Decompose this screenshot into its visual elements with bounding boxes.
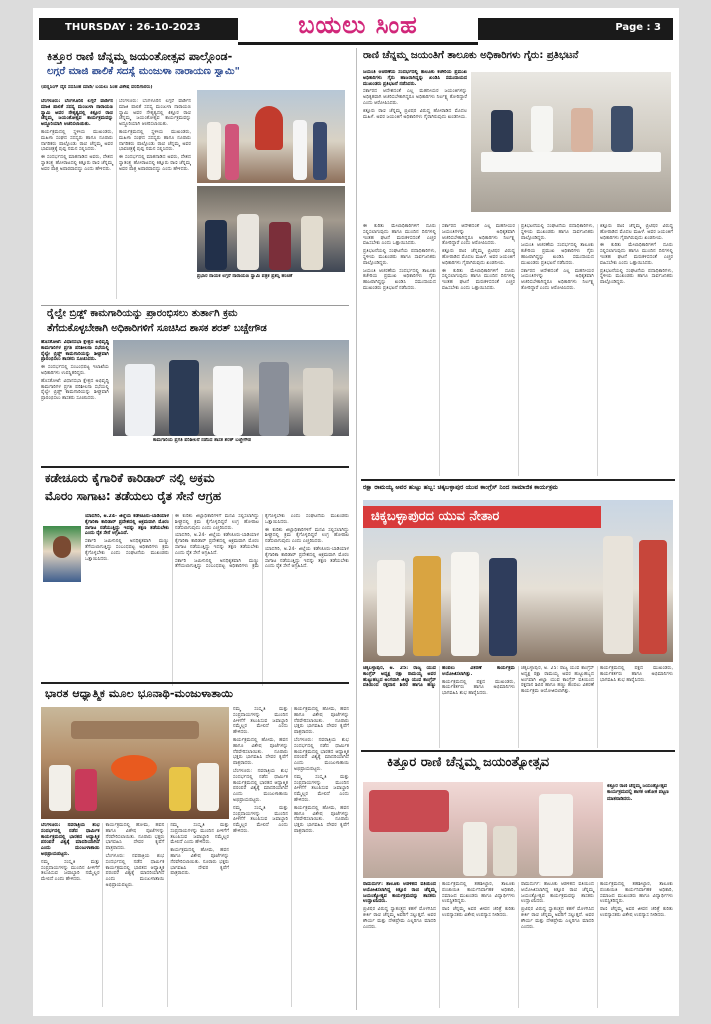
paragraph: ಪ್ರತಿಭಟನೆಯಲ್ಲಿ ಸಂಘಟನೆಯ ಪದಾಧಿಕಾರಿಗಳು, ಸ್ಥಳೀಯ ಮುಖಂಡರು ಹಾಗೂ ಸಾರ್ವಜನಿಕರು ಪಾಲ್ಗೊಂಡಿದ್ದರು. [363,249,436,266]
paragraph: ಕಾರ್ಯಕ್ರಮದಲ್ಲಿ ಪಕ್ಷದ ಮುಖಂಡರು, ಕಾರ್ಯಕರ್ತರು ಹಾಗೂ ಅಭಿಮಾನಿಗಳು ಭಾಗವಹಿಸಿ ಶುಭ ಹಾರೈಸಿದರು. [442,679,515,697]
paragraph: ಬೆಂಗಳೂರು: ನವರಾತ್ರಿಯ ಶುಭ ಸಂದರ್ಭದಲ್ಲಿ ನಡೆದ ಧಾರ್ಮಿಕ ಕಾರ್ಯಕ್ರಮದಲ್ಲಿ ಭಾರತದ ಆಧ್ಯಾತ್ಮಿಕ ಪರಂಪರೆ ವಿಶ್ವಕ್ಕೆ ಮಾದರಿಯಾಗಿದೆ ಎಂದು ಮಂಜುಳಾತಾಯಿ ಅಭಿಪ್ರಾಯಪಟ್ಟರು. [105,853,165,888]
stage-banner [369,790,449,832]
kittur-palike-photo-2 [197,186,345,272]
person [489,558,517,656]
bharata-photo [41,707,229,819]
youth-photo [363,500,673,662]
person [237,214,259,270]
person [463,822,487,876]
paragraph: ಕಾರ್ಯಕ್ರಮದಲ್ಲಿ ಹೋಮ, ಹವನ ಹಾಗೂ ವಿಶೇಷ ಪೂಜೆಗಳನ್ನು ನೆರವೇರಿಸಲಾಯಿತು. ನೂರಾರು ಭಕ್ತರು ಭಾಗವಹಿಸಿ ದೇವರ ಕೃಪೆಗೆ ಪಾತ್ರರಾದರು. [233,737,288,767]
paragraph: ಹೊಸಕೋಟೆ: ವಿಧಾನಸಭಾ ಕ್ಷೇತ್ರದ ಅಭಿವೃದ್ಧಿ ಕಾಮಗಾರಿಗಳ ಪ್ರಗತಿ ಪರಿಶೀಲನಾ ಸಭೆಯಲ್ಲಿ ರೈಲ್ವೇ ಬ್ರಿಡ್ಜ್ ಕಾಮಗಾರಿಯನ್ನು ಶೀಘ್ರವಾಗಿ ಪ್ರಾರಂಭಿಸಲು ಶಾಸಕರು ಸೂಚಿಸಿದರು. [41,340,109,363]
paragraph: ಈ ಕುರಿತು ಜಿಲ್ಲಾಧಿಕಾರಿಗಳಿಗೆ ಮನವಿ ಸಲ್ಲಿಸಲಾಗಿದ್ದು ಶೀಘ್ರದಲ್ಲಿ ಕ್ರಮ ಕೈಗೊಳ್ಳದಿದ್ದರೆ ಉಗ್ರ ಹೋರಾಟ ನಡೆಸಲಾಗುವುದು ಎಂದು ಎಚ್ಚರಿಸಿದರು. [265,527,349,545]
paragraph: ನಮ್ಮ ಸಂಸ್ಕೃತಿ ಮತ್ತು ಸಂಪ್ರದಾಯಗಳನ್ನು ಮುಂದಿನ ಪೀಳಿಗೆಗೆ ತಲುಪಿಸುವ ಜವಾಬ್ದಾರಿ ನಮ್ಮೆಲ್ಲರ ಮೇಲಿದೆ ಎಂದು ಹೇಳಿದರು. [294,774,349,803]
paragraph: ಬೆಂಗಳೂರು: ಬೆಂಗಳೂರಿನ ಲಗ್ಗರೆ ವಾರ್ಡಿನ ಮಾಜಿ ಪಾಲಿಕೆ ಸದಸ್ಯ ಮಂಜುಳಾ ನಾರಾಯಣ ಸ್ವಾಮಿ ಅವರ ನೇತೃತ್ವದಲ್ಲಿ ಕಿತ್ತೂರ ರಾಣಿ ಚೆನ್ನಮ್ಮ ಜಯಂತೋತ್ಸವ ಕಾರ್ಯಕ್ರಮವನ್ನು ಅದ್ದೂರಿಯಾಗಿ ಆಚರಿಸಲಾಯಿತು. [119,99,191,128]
person [75,769,97,811]
back-row [71,721,199,739]
railway-body [41,340,109,462]
paragraph: ರಾಣಿ ಚೆನ್ನಮ್ಮ ಅವರ ಜೀವನ ಚರಿತ್ರೆ ಕುರಿತು ಉಪನ್ಯಾಸಕರು ವಿಶೇಷ ಉಪನ್ಯಾಸ ನೀಡಿದರು. [600,907,673,918]
person [571,108,593,152]
person [531,106,553,152]
paragraph: ರಾಮದುರ್ಗ: ತಾಲೂಕು ಆಡಳಿತದ ವತಿಯಿಂದ ಆಯೋಜಿಸಲಾಗಿದ್ದ ಕಿತ್ತೂರ ರಾಣಿ ಚೆನ್ನಮ್ಮ ಜಯಂತ್ಯೋತ್ಸವ ಕಾರ್ಯಕ್ರಮವನ್ನು ಶಾಸಕರು ಉದ್ಘಾಟಿಸಿದರು. [521,882,594,905]
railway-caption: ಕಾಮಗಾರಿಯ ಪ್ರಗತಿ ಪರಿಶೀಲನೆ ನಡೆಸಿದ ಶಾಸಕ ಶರತ್ ಬಚ್ಚೇಗೌಡ [153,438,251,443]
corridor-body [85,514,349,686]
taluk-body [363,224,673,476]
paragraph: ಬ್ರಿಟಿಷರ ವಿರುದ್ಧ ಸ್ವಾತಂತ್ರ್ಯದ ಕಹಳೆ ಮೊಳಗಿಸಿದ ಕೀರ್ತಿ ರಾಣಿ ಚೆನ್ನಮ್ಮ ಅವರಿಗೆ ಸಲ್ಲುತ್ತದೆ. ಅವರ ಶೌರ್ಯ ಮತ್ತು ದೇಶಪ್ರೇಮ ಎಲ್ಲರಿಗೂ ಮಾದರಿ ಎಂದರು. [363,907,436,930]
bharata-body [41,823,229,1007]
paragraph: ಬೆಂಗಳೂರು: ನವರಾತ್ರಿಯ ಶುಭ ಸಂದರ್ಭದಲ್ಲಿ ನಡೆದ ಧಾರ್ಮಿಕ ಕಾರ್ಯಕ್ರಮದಲ್ಲಿ ಭಾರತದ ಆಧ್ಯಾತ್ಮಿಕ ಪರಂಪರೆ ವಿಶ್ವಕ್ಕೆ ಮಾದರಿಯಾಗಿದೆ ಎಂದು ಮಂಜುಳಾತಾಯಿ ಅಭಿಪ್ರಾಯಪಟ್ಟರು. [233,768,288,803]
person [259,362,289,436]
divider [361,750,675,752]
paragraph: ಸರ್ಕಾರದ ಆದೇಶದಂತೆ ಎಲ್ಲ ಮಹನೀಯರ ಜಯಂತಿಗಳನ್ನು ಅಧಿಕೃತವಾಗಿ ಆಚರಿಸಬೇಕಾಗಿದ್ದರೂ ಅಧಿಕಾರಿಗಳು ನಿರ್ಲಕ್ಷ್ಯ ತೋರಿದ್ದಾರೆ ಎಂದು ಆರೋಪಿಸಿದರು. [521,268,594,291]
paragraph: ಕಾರ್ಯಕ್ರಮದಲ್ಲಿ ಪಕ್ಷದ ಮುಖಂಡರು, ಕಾರ್ಯಕರ್ತರು ಹಾಗೂ ಅಭಿಮಾನಿಗಳು ಭಾಗವಹಿಸಿ ಶುಭ ಹಾರೈಸಿದರು. [600,666,673,683]
paragraph: ಬೆಂಗಳೂರು: ನವರಾತ್ರಿಯ ಶುಭ ಸಂದರ್ಭದಲ್ಲಿ ನಡೆದ ಧಾರ್ಮಿಕ ಕಾರ್ಯಕ್ರಮದಲ್ಲಿ ಭಾರತದ ಆಧ್ಯಾತ್ಮಿಕ ಪರಂಪರೆ ವಿಶ್ವಕ್ಕೆ ಮಾದರಿಯಾಗಿದೆ ಎಂದು ಮಂಜುಳಾತಾಯಿ ಅಭಿಪ್ರಾಯಪಟ್ಟರು. [41,823,100,857]
person [213,366,243,436]
paragraph: ಈ ಕುರಿತು ಜಿಲ್ಲಾಧಿಕಾರಿಗಳಿಗೆ ಮನವಿ ಸಲ್ಲಿಸಲಾಗಿದ್ದು ಶೀಘ್ರದಲ್ಲಿ ಕ್ರಮ ಕೈಗೊಳ್ಳದಿದ್ದರೆ ಉಗ್ರ ಹೋರಾಟ ನಡೆಸಲಾಗುವುದು ಎಂದು ಎಚ್ಚರಿಸಿದರು. [175,514,259,531]
paragraph: ಯಾದಗಿರಿ, ಅ.24- ಜಿಲ್ಲೆಯ ಕಡೇಚೂರು-ಬಾಡಿಯಾಳ ಕೈಗಾರಿಕಾ ಕಾರಿಡಾರ್ ಪ್ರದೇಶದಲ್ಲಿ ಅಕ್ರಮವಾಗಿ ಮೊರಂ ಸಾಗಾಟ ನಡೆಯುತ್ತಿದ್ದು ಇದನ್ನು ತಕ್ಷಣ ತಡೆಯಬೇಕು ಎಂದು ರೈತ ಸೇನೆ ಆಗ್ರಹಿಸಿದೆ. [85,514,169,537]
corridor-headline-2: ಮೊರಂ ಸಾಗಾಟ: ತಡೆಯಲು ರೈತ ಸೇನೆ ಆಗ್ರಹ [45,489,222,503]
person [313,122,327,180]
divider [41,305,349,306]
person [413,556,441,656]
paragraph: ಕಿತ್ತೂರು ರಾಣಿ ಚೆನ್ನಮ್ಮ ಬ್ರಿಟಿಷರ ವಿರುದ್ಧ ಹೋರಾಡಿದ ಮೊದಲ ಮಹಿಳೆ. ಅವರ ಜಯಂತಿಗೆ ಅಧಿಕಾರಿಗಳು ಗೈರಾಗಿರುವುದು ಖಂಡನೀಯ. [363,108,467,120]
youth-body [363,666,673,748]
paragraph: ಈ ಕುರಿತು ಮೇಲಾಧಿಕಾರಿಗಳಿಗೆ ದೂರು ಸಲ್ಲಿಸಲಾಗುವುದು ಹಾಗೂ ಮುಂದಿನ ದಿನಗಳಲ್ಲಿ ಇಂತಹ ಘಟನೆ ಮರುಕಳಿಸದಂತೆ ಎಚ್ಚರ ವಹಿಸಬೇಕು ಎಂದು ಒತ್ತಾಯಿಸಿದರು. [600,243,673,266]
paragraph: ಸರ್ಕಾರಿ ಜಮೀನಿನಲ್ಲಿ ಅನಧಿಕೃತವಾಗಿ ಮಣ್ಣು ತೆಗೆಯಲಾಗುತ್ತಿದ್ದು ಸಂಬಂಧಪಟ್ಟ ಅಧಿಕಾರಿಗಳು ಕ್ರಮ ಕೈಗೊಳ್ಳಬೇಕು ಎಂದು ಸಂಘಟನೆಯ ಮುಖಂಡರು ಒತ್ತಾಯಿಸಿದರು. [175,514,349,570]
paragraph: ಸರ್ಕಾರಿ ಜಮೀನಿನಲ್ಲಿ ಅನಧಿಕೃತವಾಗಿ ಮಣ್ಣು ತೆಗೆಯಲಾಗುತ್ತಿದ್ದು ಸಂಬಂಧಪಟ್ಟ ಅಧಿಕಾರಿಗಳು ಕ್ರಮ ಕೈಗೊಳ್ಳಬೇಕು ಎಂದು ಸಂಘಟನೆಯ ಮುಖಂಡರು ಒತ್ತಾಯಿಸಿದರು. [85,539,169,562]
paragraph: ಕಿತ್ತೂರು ರಾಣಿ ಚೆನ್ನಮ್ಮ ಬ್ರಿಟಿಷರ ವಿರುದ್ಧ ಹೋರಾಡಿದ ಮೊದಲ ಮಹಿಳೆ. ಅವರ ಜಯಂತಿಗೆ ಅಧಿಕಾರಿಗಳು ಗೈರಾಗಿರುವುದು ಖಂಡನೀಯ. [600,224,673,241]
kittur-palike-byline: (ಪಬ್ಲಿಸಿಂಗ್ ದೈನ ಸದಸಿಂಹ ಮಾಡಿ/ ಬಯಲು ಸಿಂಹ ವಿಶೇಷ ವರದಿಗಾರರು) [41,85,153,90]
paragraph: ಜಯಂತಿ ಆಚರಣೆಯ ಸಂದರ್ಭದಲ್ಲಿ ತಾಲೂಕು ಕಚೇರಿಯ ಪ್ರಮುಖ ಅಧಿಕಾರಿಗಳು ಗೈರು ಹಾಜರಾಗಿದ್ದನ್ನು ಖಂಡಿಸಿ ಸಮುದಾಯದ ಮುಖಂಡರು ಪ್ರತಿಭಟನೆ ನಡೆಸಿದರು. [521,243,594,266]
paragraph: ಕಾರ್ಯಕ್ರಮದಲ್ಲಿ ಸ್ಥಳೀಯ ಮುಖಂಡರು, ಮಹಿಳಾ ಸಂಘದ ಸದಸ್ಯರು ಹಾಗೂ ನೂರಾರು ನಾಗರಿಕರು ಪಾಲ್ಗೊಂಡು ರಾಣಿ ಚೆನ್ನಮ್ಮ ಅವರ ಭಾವಚಿತ್ರಕ್ಕೆ ಪುಷ್ಪ ನಮನ ಸಲ್ಲಿಸಿದರು. [119,129,191,153]
person [197,763,219,811]
column-divider [356,48,357,1010]
railway-headline-1: ರೈಲ್ವೇ ಬ್ರಿಡ್ಜ್ ಕಾಮಗಾರಿಯನ್ನು ಪ್ರಾರಂಭಿಸಲು ತುರ್ತಾಗಿ ಕ್ರಮ [47,308,238,319]
youth-headline: ರಕ್ಷಾ ರಾಮಯ್ಯ ಅವರ ಹುಟ್ಟು ಹಬ್ಬ: ಚಿಕ್ಕಬಳ್ಳಾಪುರ ಯುವ ಕಾಂಗ್ರೆಸ್ ನಿಂದ ಸಾಮಾಜಿಕ ಕಾರ್ಯಕ್ರಮ [363,484,559,491]
divider [41,466,349,468]
paragraph: ಹೊಸಕೋಟೆ: ವಿಧಾನಸಭಾ ಕ್ಷೇತ್ರದ ಅಭಿವೃದ್ಧಿ ಕಾಮಗಾರಿಗಳ ಪ್ರಗತಿ ಪರಿಶೀಲನಾ ಸಭೆಯಲ್ಲಿ ರೈಲ್ವೇ ಬ್ರಿಡ್ಜ್ ಕಾಮಗಾರಿಯನ್ನು ಶೀಘ್ರವಾಗಿ ಪ್ರಾರಂಭಿಸಲು ಶಾಸಕರು ಸೂಚಿಸಿದರು. [41,378,109,402]
paragraph: ಕಾರ್ಯಕ್ರಮದಲ್ಲಿ ತಹಶೀಲ್ದಾರ, ತಾಲೂಕು ಪಂಚಾಯಿತಿ ಕಾರ್ಯನಿರ್ವಾಹಕ ಅಧಿಕಾರಿ, ಸಮಾಜದ ಮುಖಂಡರು ಹಾಗೂ ವಿದ್ಯಾರ್ಥಿಗಳು ಉಪಸ್ಥಿತರಿದ್ದರು. [442,882,515,905]
paragraph: ಬೆಂಗಳೂರು: ಬೆಂಗಳೂರಿನ ಲಗ್ಗರೆ ವಾರ್ಡಿನ ಮಾಜಿ ಪಾಲಿಕೆ ಸದಸ್ಯ ಮಂಜುಳಾ ನಾರಾಯಣ ಸ್ವಾಮಿ ಅವರ ನೇತೃತ್ವದಲ್ಲಿ ಕಿತ್ತೂರ ರಾಣಿ ಚೆನ್ನಮ್ಮ ಜಯಂತೋತ್ಸವ ಕಾರ್ಯಕ್ರಮವನ್ನು ಅದ್ದೂರಿಯಾಗಿ ಆಚರಿಸಲಾಯಿತು. [41,99,113,128]
jayantotsava-body [363,882,673,1008]
paragraph: ಯಾದಗಿರಿ, ಅ.24- ಜಿಲ್ಲೆಯ ಕಡೇಚೂರು-ಬಾಡಿಯಾಳ ಕೈಗಾರಿಕಾ ಕಾರಿಡಾರ್ ಪ್ರದೇಶದಲ್ಲಿ ಅಕ್ರಮವಾಗಿ ಮೊರಂ ಸಾಗಾಟ ನಡೆಯುತ್ತಿದ್ದು ಇದನ್ನು ತಕ್ಷಣ ತಡೆಯಬೇಕು ಎಂದು ರೈತ ಸೇನೆ ಆಗ್ರಹಿಸಿದೆ. [265,546,349,570]
paragraph: ನಮ್ಮ ಸಂಸ್ಕೃತಿ ಮತ್ತು ಸಂಪ್ರದಾಯಗಳನ್ನು ಮುಂದಿನ ಪೀಳಿಗೆಗೆ ತಲುಪಿಸುವ ಜವಾಬ್ದಾರಿ ನಮ್ಮೆಲ್ಲರ ಮೇಲಿದೆ ಎಂದು ಹೇಳಿದರು. [233,805,288,834]
paragraph: ಈ ಸಂದರ್ಭದಲ್ಲಿ ಮಾತನಾಡಿದ ಅವರು, ದೇಶದ ಸ್ವಾತಂತ್ರ್ಯ ಹೋರಾಟದಲ್ಲಿ ಕಿತ್ತೂರು ರಾಣಿ ಚೆನ್ನಮ್ಮ ಅವರ ಪಾತ್ರ ಅಪಾರವಾದದ್ದು ಎಂದು ಹೇಳಿದರು. [41,155,113,172]
paragraph: ಈ ಸಂದರ್ಭದಲ್ಲಿ ಸಂಬಂಧಪಟ್ಟ ಇಲಾಖೆಯ ಅಧಿಕಾರಿಗಳು ಉಪಸ್ಥಿತರಿದ್ದರು. [41,365,109,376]
paragraph: ಈ ಕುರಿತು ಮೇಲಾಧಿಕಾರಿಗಳಿಗೆ ದೂರು ಸಲ್ಲಿಸಲಾಗುವುದು ಹಾಗೂ ಮುಂದಿನ ದಿನಗಳಲ್ಲಿ ಇಂತಹ ಘಟನೆ ಮರುಕಳಿಸದಂತೆ ಎಚ್ಚರ ವಹಿಸಬೇಕು ಎಂದು ಒತ್ತಾಯಿಸಿದರು. [363,224,436,247]
paragraph: ಜಯಂತಿ ಆಚರಣೆಯ ಸಂದರ್ಭದಲ್ಲಿ ತಾಲೂಕು ಕಚೇರಿಯ ಪ್ರಮುಖ ಅಧಿಕಾರಿಗಳು ಗೈರು ಹಾಜರಾಗಿದ್ದನ್ನು ಖಂಡಿಸಿ ಸಮುದಾಯದ ಮುಖಂಡರು ಪ್ರತಿಭಟನೆ ನಡೆಸಿದರು. [363,70,467,87]
corridor-portrait [43,526,81,582]
person [603,536,633,654]
taluk-photo [471,72,671,212]
divider [361,479,675,481]
railway-photo [113,340,349,436]
table [481,152,661,172]
kittur-palike-body [41,99,191,299]
person [611,106,633,152]
person [451,552,479,656]
divider [41,682,349,684]
paragraph: ನಮ್ಮ ಸಂಸ್ಕೃತಿ ಮತ್ತು ಸಂಪ್ರದಾಯಗಳನ್ನು ಮುಂದಿನ ಪೀಳಿಗೆಗೆ ತಲುಪಿಸುವ ಜವಾಬ್ದಾರಿ ನಮ್ಮೆಲ್ಲರ ಮೇಲಿದೆ ಎಂದು ಹೇಳಿದರು. [233,707,288,736]
paragraph: ಚಿಕ್ಕಬಳ್ಳಾಪುರ, ಅ. 25: ರಾಜ್ಯ ಯುವ ಕಾಂಗ್ರೆಸ್ ಅಧ್ಯಕ್ಷ ರಕ್ಷಾ ರಾಮಯ್ಯ ಅವರ ಹುಟ್ಟುಹಬ್ಬದ ಅಂಗವಾಗಿ ಜಿಲ್ಲಾ ಯುವ ಕಾಂಗ್ರೆಸ್ ವತಿಯಿಂದ ರಕ್ತದಾನ ಶಿಬಿರ ಹಾಗೂ ಹಣ್ಣು ಹಂಪಲು ವಿತರಣೆ ಕಾರ್ಯಕ್ರಮ ಆಯೋಜಿಸಲಾಗಿತ್ತು. [363,666,515,689]
paragraph: ಕಾರ್ಯಕ್ರಮದಲ್ಲಿ ಸ್ಥಳೀಯ ಮುಖಂಡರು, ಮಹಿಳಾ ಸಂಘದ ಸದಸ್ಯರು ಹಾಗೂ ನೂರಾರು ನಾಗರಿಕರು ಪಾಲ್ಗೊಂಡು ರಾಣಿ ಚೆನ್ನಮ್ಮ ಅವರ ಭಾವಚಿತ್ರಕ್ಕೆ ಪುಷ್ಪ ನಮನ ಸಲ್ಲಿಸಿದರು. [41,129,113,153]
person [169,360,199,436]
person [639,540,667,654]
paragraph: ಕಾರ್ಯಕ್ರಮದಲ್ಲಿ ಹೋಮ, ಹವನ ಹಾಗೂ ವಿಶೇಷ ಪೂಜೆಗಳನ್ನು ನೆರವೇರಿಸಲಾಯಿತು. ನೂರಾರು ಭಕ್ತರು ಭಾಗವಹಿಸಿ ದೇವರ ಕೃಪೆಗೆ ಪಾತ್ರರಾದರು. [105,823,165,852]
paragraph: ಯಾದಗಿರಿ, ಅ.24- ಜಿಲ್ಲೆಯ ಕಡೇಚೂರು-ಬಾಡಿಯಾಳ ಕೈಗಾರಿಕಾ ಕಾರಿಡಾರ್ ಪ್ರದೇಶದಲ್ಲಿ ಅಕ್ರಮವಾಗಿ ಮೊರಂ ಸಾಗಾಟ ನಡೆಯುತ್ತಿದ್ದು ಇದನ್ನು ತಕ್ಷಣ ತಡೆಯಬೇಕು ಎಂದು ರೈತ ಸೇನೆ ಆಗ್ರಹಿಸಿದೆ. [175,533,259,556]
person [205,220,227,270]
jayantotsava-photo [363,782,603,878]
masthead: ಬಯಲು ಸಿಂಹ [238,8,478,45]
fire-pit [111,755,157,781]
paragraph: ರಾಣಿ ಚೆನ್ನಮ್ಮ ಅವರ ಜೀವನ ಚರಿತ್ರೆ ಕುರಿತು ಉಪನ್ಯಾಸಕರು ವಿಶೇಷ ಉಪನ್ಯಾಸ ನೀಡಿದರು. [442,907,515,918]
paragraph: ಬ್ರಿಟಿಷರ ವಿರುದ್ಧ ಸ್ವಾತಂತ್ರ್ಯದ ಕಹಳೆ ಮೊಳಗಿಸಿದ ಕೀರ್ತಿ ರಾಣಿ ಚೆನ್ನಮ್ಮ ಅವರಿಗೆ ಸಲ್ಲುತ್ತದೆ. ಅವರ ಶೌರ್ಯ ಮತ್ತು ದೇಶಪ್ರೇಮ ಎಲ್ಲರಿಗೂ ಮಾದರಿ ಎಂದರು. [521,907,594,930]
paragraph: ಪ್ರತಿಭಟನೆಯಲ್ಲಿ ಸಂಘಟನೆಯ ಪದಾಧಿಕಾರಿಗಳು, ಸ್ಥಳೀಯ ಮುಖಂಡರು ಹಾಗೂ ಸಾರ್ವಜನಿಕರು ಪಾಲ್ಗೊಂಡಿದ್ದರು. [521,224,594,241]
jayantotsava-caption: ಕಿತ್ತೂರ ರಾಣಿ ಚೆನ್ನಮ್ಮ ಜಯಂತ್ಯೋತ್ಸವ ಕಾರ್ಯಕ್ರಮದಲ್ಲಿ ಶಾಸಕ ಅಶೋಕ ಪಟ್ಟಣ ಮಾತನಾಡಿದರು. [607,784,669,802]
person [125,364,155,436]
corridor-headline-1: ಕಡೇಚೂರು ಕೈಗಾರಿಕೆ ಕಾರಿಡಾರ್ ನಲ್ಲಿ ಅಕ್ರಮ [45,471,215,485]
person [225,124,239,180]
person [491,110,513,152]
paragraph: ಕಾರ್ಯಕ್ರಮದಲ್ಲಿ ಹೋಮ, ಹವನ ಹಾಗೂ ವಿಶೇಷ ಪೂಜೆಗಳನ್ನು ನೆರವೇರಿಸಲಾಯಿತು. ನೂರಾರು ಭಕ್ತರು ಭಾಗವಹಿಸಿ ದೇವರ ಕೃಪೆಗೆ ಪಾತ್ರರಾದರು. [170,848,229,877]
paragraph: ರಾಮದುರ್ಗ: ತಾಲೂಕು ಆಡಳಿತದ ವತಿಯಿಂದ ಆಯೋಜಿಸಲಾಗಿದ್ದ ಕಿತ್ತೂರ ರಾಣಿ ಚೆನ್ನಮ್ಮ ಜಯಂತ್ಯೋತ್ಸವ ಕಾರ್ಯಕ್ರಮವನ್ನು ಶಾಸಕರು ಉದ್ಘಾಟಿಸಿದರು. [363,882,436,905]
person [493,826,517,876]
paragraph: ಜಯಂತಿ ಆಚರಣೆಯ ಸಂದರ್ಭದಲ್ಲಿ ತಾಲೂಕು ಕಚೇರಿಯ ಪ್ರಮುಖ ಅಧಿಕಾರಿಗಳು ಗೈರು ಹಾಜರಾಗಿದ್ದನ್ನು ಖಂಡಿಸಿ ಸಮುದಾಯದ ಮುಖಂಡರು ಪ್ರತಿಭಟನೆ ನಡೆಸಿದರು. [363,268,436,291]
statue-garland [255,106,283,150]
paragraph: ಪ್ರತಿಭಟನೆಯಲ್ಲಿ ಸಂಘಟನೆಯ ಪದಾಧಿಕಾರಿಗಳು, ಸ್ಥಳೀಯ ಮುಖಂಡರು ಹಾಗೂ ಸಾರ್ವಜನಿಕರು ಪಾಲ್ಗೊಂಡಿದ್ದರು. [600,268,673,286]
person [303,368,333,436]
kittur-palike-photo-1 [197,90,345,183]
kittur-palike-caption: ಪ್ರಭಾರ ನಾಯಕ ಲಗ್ಗರೆ ನಾರಾಯಣ ಸ್ವಾಮಿ ಪತ್ರಕ ಪ್ರಶಸ್ತಿ ಹಂಚಿಕೆ [197,274,293,279]
paragraph: ಸರ್ಕಾರದ ಆದೇಶದಂತೆ ಎಲ್ಲ ಮಹನೀಯರ ಜಯಂತಿಗಳನ್ನು ಅಧಿಕೃತವಾಗಿ ಆಚರಿಸಬೇಕಾಗಿದ್ದರೂ ಅಧಿಕಾರಿಗಳು ನಿರ್ಲಕ್ಷ್ಯ ತೋರಿದ್ದಾರೆ ಎಂದು ಆರೋಪಿಸಿದರು. [442,224,515,247]
person [207,122,221,180]
person [301,216,323,270]
newspaper-page [33,8,679,1016]
face [53,536,71,558]
kittur-palike-headline-2: ಲಗ್ಗರೆ ಮಾಜಿ ಪಾಲಿಕೆ ಸದಸ್ಯೆ ಮಂಜುಳಾ ನಾರಾಯಣ ಸ್ವಾಮಿ" [47,66,240,77]
jayantotsava-headline: ಕಿತ್ತೂರ ರಾಣಿ ಚೆನ್ನಮ್ಮ ಜಯಂತ್ಯೋತ್ಸವ [387,755,550,770]
person [293,120,307,180]
speaker [539,794,573,876]
kittur-palike-headline-1: ಕಿತ್ತೂರ ರಾಣಿ ಚೆನ್ನಮ್ಮ ಜಯಂತೋತ್ಸವ ಪಾಲ್ಗೊಂಡ- [47,50,233,63]
bharata-body-right [233,707,349,1007]
taluk-body-top [363,70,467,220]
paragraph: ನಮ್ಮ ಸಂಸ್ಕೃತಿ ಮತ್ತು ಸಂಪ್ರದಾಯಗಳನ್ನು ಮುಂದಿನ ಪೀಳಿಗೆಗೆ ತಲುಪಿಸುವ ಜವಾಬ್ದಾರಿ ನಮ್ಮೆಲ್ಲರ ಮೇಲಿದೆ ಎಂದು ಹೇಳಿದರು. [170,823,229,846]
paragraph: ಕಾರ್ಯಕ್ರಮದಲ್ಲಿ ತಹಶೀಲ್ದಾರ, ತಾಲೂಕು ಪಂಚಾಯಿತಿ ಕಾರ್ಯನಿರ್ವಾಹಕ ಅಧಿಕಾರಿ, ಸಮಾಜದ ಮುಖಂಡರು ಹಾಗೂ ವಿದ್ಯಾರ್ಥಿಗಳು ಉಪಸ್ಥಿತರಿದ್ದರು. [600,882,673,905]
paragraph: ಕಾರ್ಯಕ್ರಮದಲ್ಲಿ ಹೋಮ, ಹವನ ಹಾಗೂ ವಿಶೇಷ ಪೂಜೆಗಳನ್ನು ನೆರವೇರಿಸಲಾಯಿತು. ನೂರಾರು ಭಕ್ತರು ಭಾಗವಹಿಸಿ ದೇವರ ಕೃಪೆಗೆ ಪಾತ್ರರಾದರು. [294,805,349,834]
issue-date: THURSDAY : 26-10-2023 [65,22,201,33]
youth-banner: ಚಿಕ್ಕಬಳ್ಳಾಪುರದ ಯುವ ನೇತಾರ [363,506,601,528]
page-number: Page : 3 [615,22,661,33]
bharata-headline: ಭಾರತ ಆಧ್ಯಾತ್ಮಿಕ ಮೂಲ ಭೂನಾಥಿ-ಮಂಜುಳಾತಾಯಿ [45,687,234,700]
paragraph: ಸರ್ಕಾರದ ಆದೇಶದಂತೆ ಎಲ್ಲ ಮಹನೀಯರ ಜಯಂತಿಗಳನ್ನು ಅಧಿಕೃತವಾಗಿ ಆಚರಿಸಬೇಕಾಗಿದ್ದರೂ ಅಧಿಕಾರಿಗಳು ನಿರ್ಲಕ್ಷ್ಯ ತೋರಿದ್ದಾರೆ ಎಂದು ಆರೋಪಿಸಿದರು. [363,89,467,106]
person [377,560,405,656]
paragraph: ಕಿತ್ತೂರು ರಾಣಿ ಚೆನ್ನಮ್ಮ ಬ್ರಿಟಿಷರ ವಿರುದ್ಧ ಹೋರಾಡಿದ ಮೊದಲ ಮಹಿಳೆ. ಅವರ ಜಯಂತಿಗೆ ಅಧಿಕಾರಿಗಳು ಗೈರಾಗಿರುವುದು ಖಂಡನೀಯ. [442,249,515,266]
person [269,222,291,270]
paragraph: ಕಾರ್ಯಕ್ರಮದಲ್ಲಿ ಹೋಮ, ಹವನ ಹಾಗೂ ವಿಶೇಷ ಪೂಜೆಗಳನ್ನು ನೆರವೇರಿಸಲಾಯಿತು. ನೂರಾರು ಭಕ್ತರು ಭಾಗವಹಿಸಿ ದೇವರ ಕೃಪೆಗೆ ಪಾತ್ರರಾದರು. [294,707,349,736]
person [49,765,71,811]
paragraph: ಬೆಂಗಳೂರು: ನವರಾತ್ರಿಯ ಶುಭ ಸಂದರ್ಭದಲ್ಲಿ ನಡೆದ ಧಾರ್ಮಿಕ ಕಾರ್ಯಕ್ರಮದಲ್ಲಿ ಭಾರತದ ಆಧ್ಯಾತ್ಮಿಕ ಪರಂಪರೆ ವಿಶ್ವಕ್ಕೆ ಮಾದರಿಯಾಗಿದೆ ಎಂದು ಮಂಜುಳಾತಾಯಿ ಅಭಿಪ್ರಾಯಪಟ್ಟರು. [294,737,349,772]
paragraph: ಈ ಸಂದರ್ಭದಲ್ಲಿ ಮಾತನಾಡಿದ ಅವರು, ದೇಶದ ಸ್ವಾತಂತ್ರ್ಯ ಹೋರಾಟದಲ್ಲಿ ಕಿತ್ತೂರು ರಾಣಿ ಚೆನ್ನಮ್ಮ ಅವರ ಪಾತ್ರ ಅಪಾರವಾದದ್ದು ಎಂದು ಹೇಳಿದರು. [119,155,191,172]
person [169,767,191,811]
taluk-headline: ರಾಣಿ ಚೆನ್ನಮ್ಮ ಜಯಂತಿಗೆ ತಾಲೂಕು ಅಧಿಕಾರಿಗಳು ಗೈರು: ಪ್ರತಿಭಟನೆ [363,50,579,61]
paragraph: ನಮ್ಮ ಸಂಸ್ಕೃತಿ ಮತ್ತು ಸಂಪ್ರದಾಯಗಳನ್ನು ಮುಂದಿನ ಪೀಳಿಗೆಗೆ ತಲುಪಿಸುವ ಜವಾಬ್ದಾರಿ ನಮ್ಮೆಲ್ಲರ ಮೇಲಿದೆ ಎಂದು ಹೇಳಿದರು. [41,859,100,883]
paragraph: ಚಿಕ್ಕಬಳ್ಳಾಪುರ, ಅ. 25: ರಾಜ್ಯ ಯುವ ಕಾಂಗ್ರೆಸ್ ಅಧ್ಯಕ್ಷ ರಕ್ಷಾ ರಾಮಯ್ಯ ಅವರ ಹುಟ್ಟುಹಬ್ಬದ ಅಂಗವಾಗಿ ಜಿಲ್ಲಾ ಯುವ ಕಾಂಗ್ರೆಸ್ ವತಿಯಿಂದ ರಕ್ತದಾನ ಶಿಬಿರ ಹಾಗೂ ಹಣ್ಣು ಹಂಪಲು ವಿತರಣೆ ಕಾರ್ಯಕ್ರಮ ಆಯೋಜಿಸಲಾಗಿತ್ತು. [521,666,594,695]
railway-headline-2: ತೆಗೆದುಕೊಳ್ಳಬೇಕಾಗಿ ಅಧಿಕಾರಿಗಳಿಗೆ ಸೂಚಿಸಿದ ಶಾಸಕ ಶರತ್ ಬಚ್ಚೇಗೌಡ [47,323,267,334]
paragraph: ಈ ಕುರಿತು ಮೇಲಾಧಿಕಾರಿಗಳಿಗೆ ದೂರು ಸಲ್ಲಿಸಲಾಗುವುದು ಹಾಗೂ ಮುಂದಿನ ದಿನಗಳಲ್ಲಿ ಇಂತಹ ಘಟನೆ ಮರುಕಳಿಸದಂತೆ ಎಚ್ಚರ ವಹಿಸಬೇಕು ಎಂದು ಒತ್ತಾಯಿಸಿದರು. [442,268,515,291]
